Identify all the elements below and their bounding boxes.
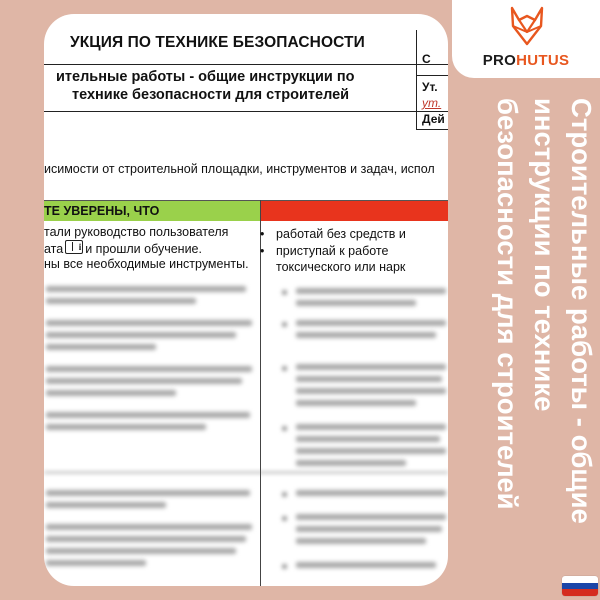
subtitle-line-1: ительные работы - общие инструкции по bbox=[56, 69, 355, 85]
blurred-text-line bbox=[296, 514, 446, 520]
manual-book-icon bbox=[65, 240, 83, 254]
dont-list-text: работай без средств и bbox=[276, 227, 406, 241]
blurred-text-line bbox=[46, 424, 206, 430]
blurred-text-line bbox=[296, 460, 406, 466]
do-list-item bbox=[44, 240, 256, 257]
blurred-text-line bbox=[296, 490, 446, 496]
dont-list-item bbox=[260, 243, 448, 259]
blurred-text-line bbox=[296, 332, 436, 338]
dont-column-header bbox=[261, 200, 448, 221]
blurred-text-line bbox=[296, 400, 416, 406]
blurred-text-line bbox=[46, 332, 236, 338]
russian-flag-icon bbox=[562, 576, 598, 596]
blurred-bullet bbox=[282, 426, 287, 431]
document-title: УКЦИЯ ПО ТЕХНИКЕ БЕЗОПАСНОСТИ bbox=[70, 34, 365, 51]
blurred-bullet bbox=[282, 564, 287, 569]
dont-list-item-continued: токсического или нарк bbox=[276, 260, 406, 274]
do-list-item: тали руководство пользователя bbox=[44, 225, 229, 239]
blurred-text-line bbox=[296, 300, 416, 306]
blurred-row-divider bbox=[44, 472, 448, 473]
do-list-text: и прошли обучение. bbox=[85, 242, 202, 256]
blurred-text-line bbox=[296, 538, 426, 544]
blurred-bullet bbox=[282, 290, 287, 295]
intro-text: исимости от строительной площадки, инструментов и задач, испол bbox=[44, 162, 435, 176]
header-divider bbox=[44, 64, 448, 65]
blurred-bullet bbox=[282, 516, 287, 521]
blurred-text-line bbox=[46, 378, 242, 384]
brand-logo bbox=[452, 0, 600, 78]
header-side-label: Дей bbox=[422, 112, 445, 126]
do-list-text: ата bbox=[44, 242, 64, 256]
header-cell-divider bbox=[416, 129, 448, 130]
blurred-text-line bbox=[296, 364, 446, 370]
blurred-text-line bbox=[46, 502, 166, 508]
blurred-text-line bbox=[296, 526, 442, 532]
blurred-text-line bbox=[296, 436, 440, 442]
blurred-text-line bbox=[296, 562, 436, 568]
dont-list-text: приступай к работе bbox=[276, 244, 389, 258]
header-bottom-divider bbox=[44, 111, 448, 112]
header-side-link: ут. bbox=[422, 96, 442, 110]
blurred-text-line bbox=[296, 320, 446, 326]
blurred-text-line bbox=[46, 536, 246, 542]
blurred-text-line bbox=[46, 412, 250, 418]
bullet-icon: • bbox=[260, 244, 265, 258]
brand-logo-text bbox=[452, 52, 600, 69]
blurred-text-line bbox=[296, 424, 446, 430]
header-side-label: Ут. bbox=[422, 80, 438, 94]
header-cell-divider bbox=[416, 75, 448, 76]
brand-logo-text-hutus: HUTUS bbox=[516, 52, 570, 69]
dont-list-item bbox=[260, 226, 448, 242]
side-title: Строительные работы - общие инструкции по технике безопасности для строителей bbox=[492, 98, 597, 524]
blurred-text-line bbox=[46, 320, 252, 326]
blurred-text-line bbox=[46, 524, 252, 530]
header-side-label: С bbox=[422, 52, 431, 66]
do-column-header bbox=[44, 200, 260, 221]
header-column-divider bbox=[416, 30, 417, 130]
blurred-text-line bbox=[296, 448, 446, 454]
subtitle-line-2: технике безопасности для строителей bbox=[72, 87, 350, 103]
do-column-header-label: ТЕ УВЕРЕНЫ, ЧТО bbox=[44, 204, 160, 218]
brand-logo-text-pro: PRO bbox=[482, 52, 517, 69]
blurred-text-line bbox=[296, 376, 442, 382]
blurred-text-line bbox=[46, 366, 252, 372]
flag-stripe-white bbox=[562, 576, 598, 583]
fox-head-icon bbox=[509, 6, 545, 46]
blurred-text-line bbox=[296, 288, 446, 294]
blurred-text-line bbox=[46, 344, 156, 350]
do-list-item: ны все необходимые инструменты. bbox=[44, 257, 249, 271]
blurred-text-line bbox=[46, 286, 246, 292]
blurred-document-content bbox=[44, 276, 448, 586]
blurred-bullet bbox=[282, 322, 287, 327]
bullet-icon: • bbox=[260, 227, 265, 241]
flag-stripe-red bbox=[562, 589, 598, 596]
blurred-text-line bbox=[46, 560, 146, 566]
flag-stripe-blue bbox=[562, 583, 598, 590]
blurred-text-line bbox=[46, 490, 250, 496]
document-preview bbox=[44, 14, 448, 586]
blurred-bullet bbox=[282, 366, 287, 371]
blurred-text-line bbox=[46, 390, 176, 396]
blurred-text-line bbox=[296, 388, 446, 394]
document-subtitle bbox=[44, 68, 416, 114]
blurred-bullet bbox=[282, 492, 287, 497]
blurred-text-line bbox=[46, 298, 196, 304]
blurred-text-line bbox=[46, 548, 236, 554]
